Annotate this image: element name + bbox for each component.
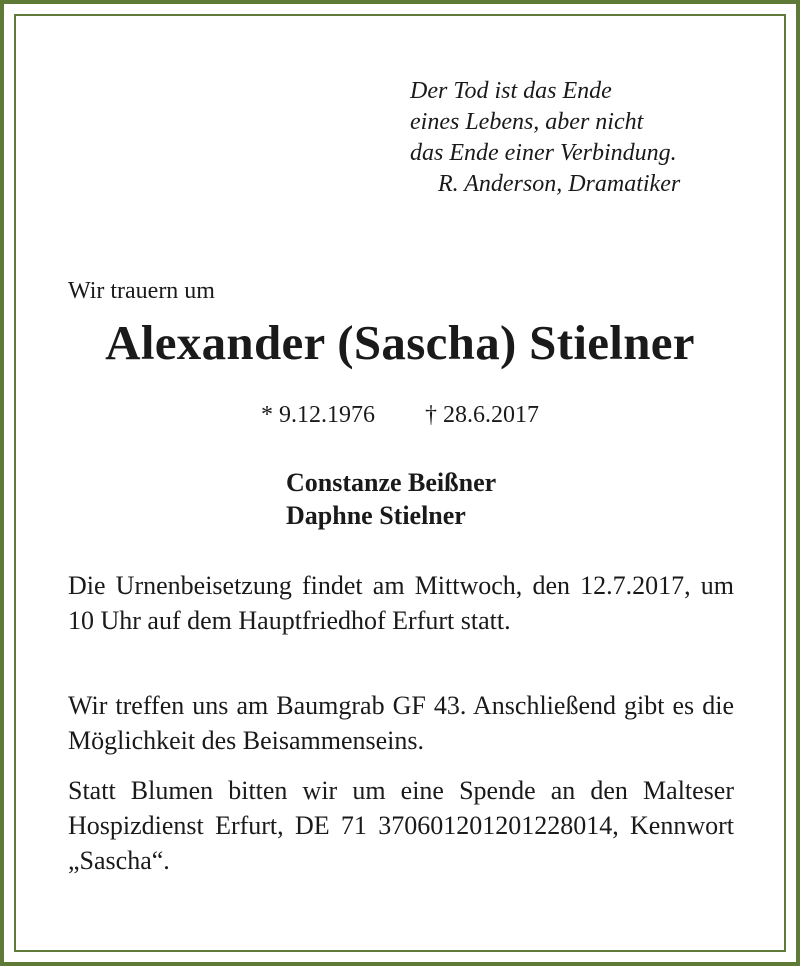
death-date: † 28.6.2017 — [425, 402, 539, 428]
mourner-name: Constanze Beißner — [286, 468, 497, 497]
meeting-info-paragraph: Wir treffen uns am Baumgrab GF 43. Anschließend gibt es die Möglichkeit des Beisammenseins. — [68, 691, 734, 755]
mourners-list — [286, 466, 496, 532]
deceased-name: Alexander (Sascha) Stielner — [105, 315, 695, 370]
quote-block — [410, 76, 680, 200]
quote-line-2: eines Lebens, aber nicht — [410, 109, 644, 135]
mourner-name: Daphne Stielner — [286, 501, 466, 530]
quote-author: R. Anderson, Dramatiker — [438, 171, 681, 197]
mourning-intro: Wir trauern um — [68, 278, 215, 304]
birth-date: * 9.12.1976 — [261, 402, 375, 428]
quote-line-1: Der Tod ist das Ende — [410, 78, 612, 104]
quote-line-3: das Ende einer Verbindung. — [410, 140, 677, 166]
donation-info-paragraph: Statt Blumen bitten wir um eine Spende an den Malteser Hospizdienst Erfurt, DE 71 370601201201228014, Kennwort „Sascha“. — [68, 776, 734, 875]
life-dates — [0, 402, 800, 429]
burial-info-paragraph: Die Urnenbeisetzung findet am Mittwoch, den 12.7.2017, um 10 Uhr auf dem Hauptfriedhof Erfurt statt. — [68, 571, 734, 635]
